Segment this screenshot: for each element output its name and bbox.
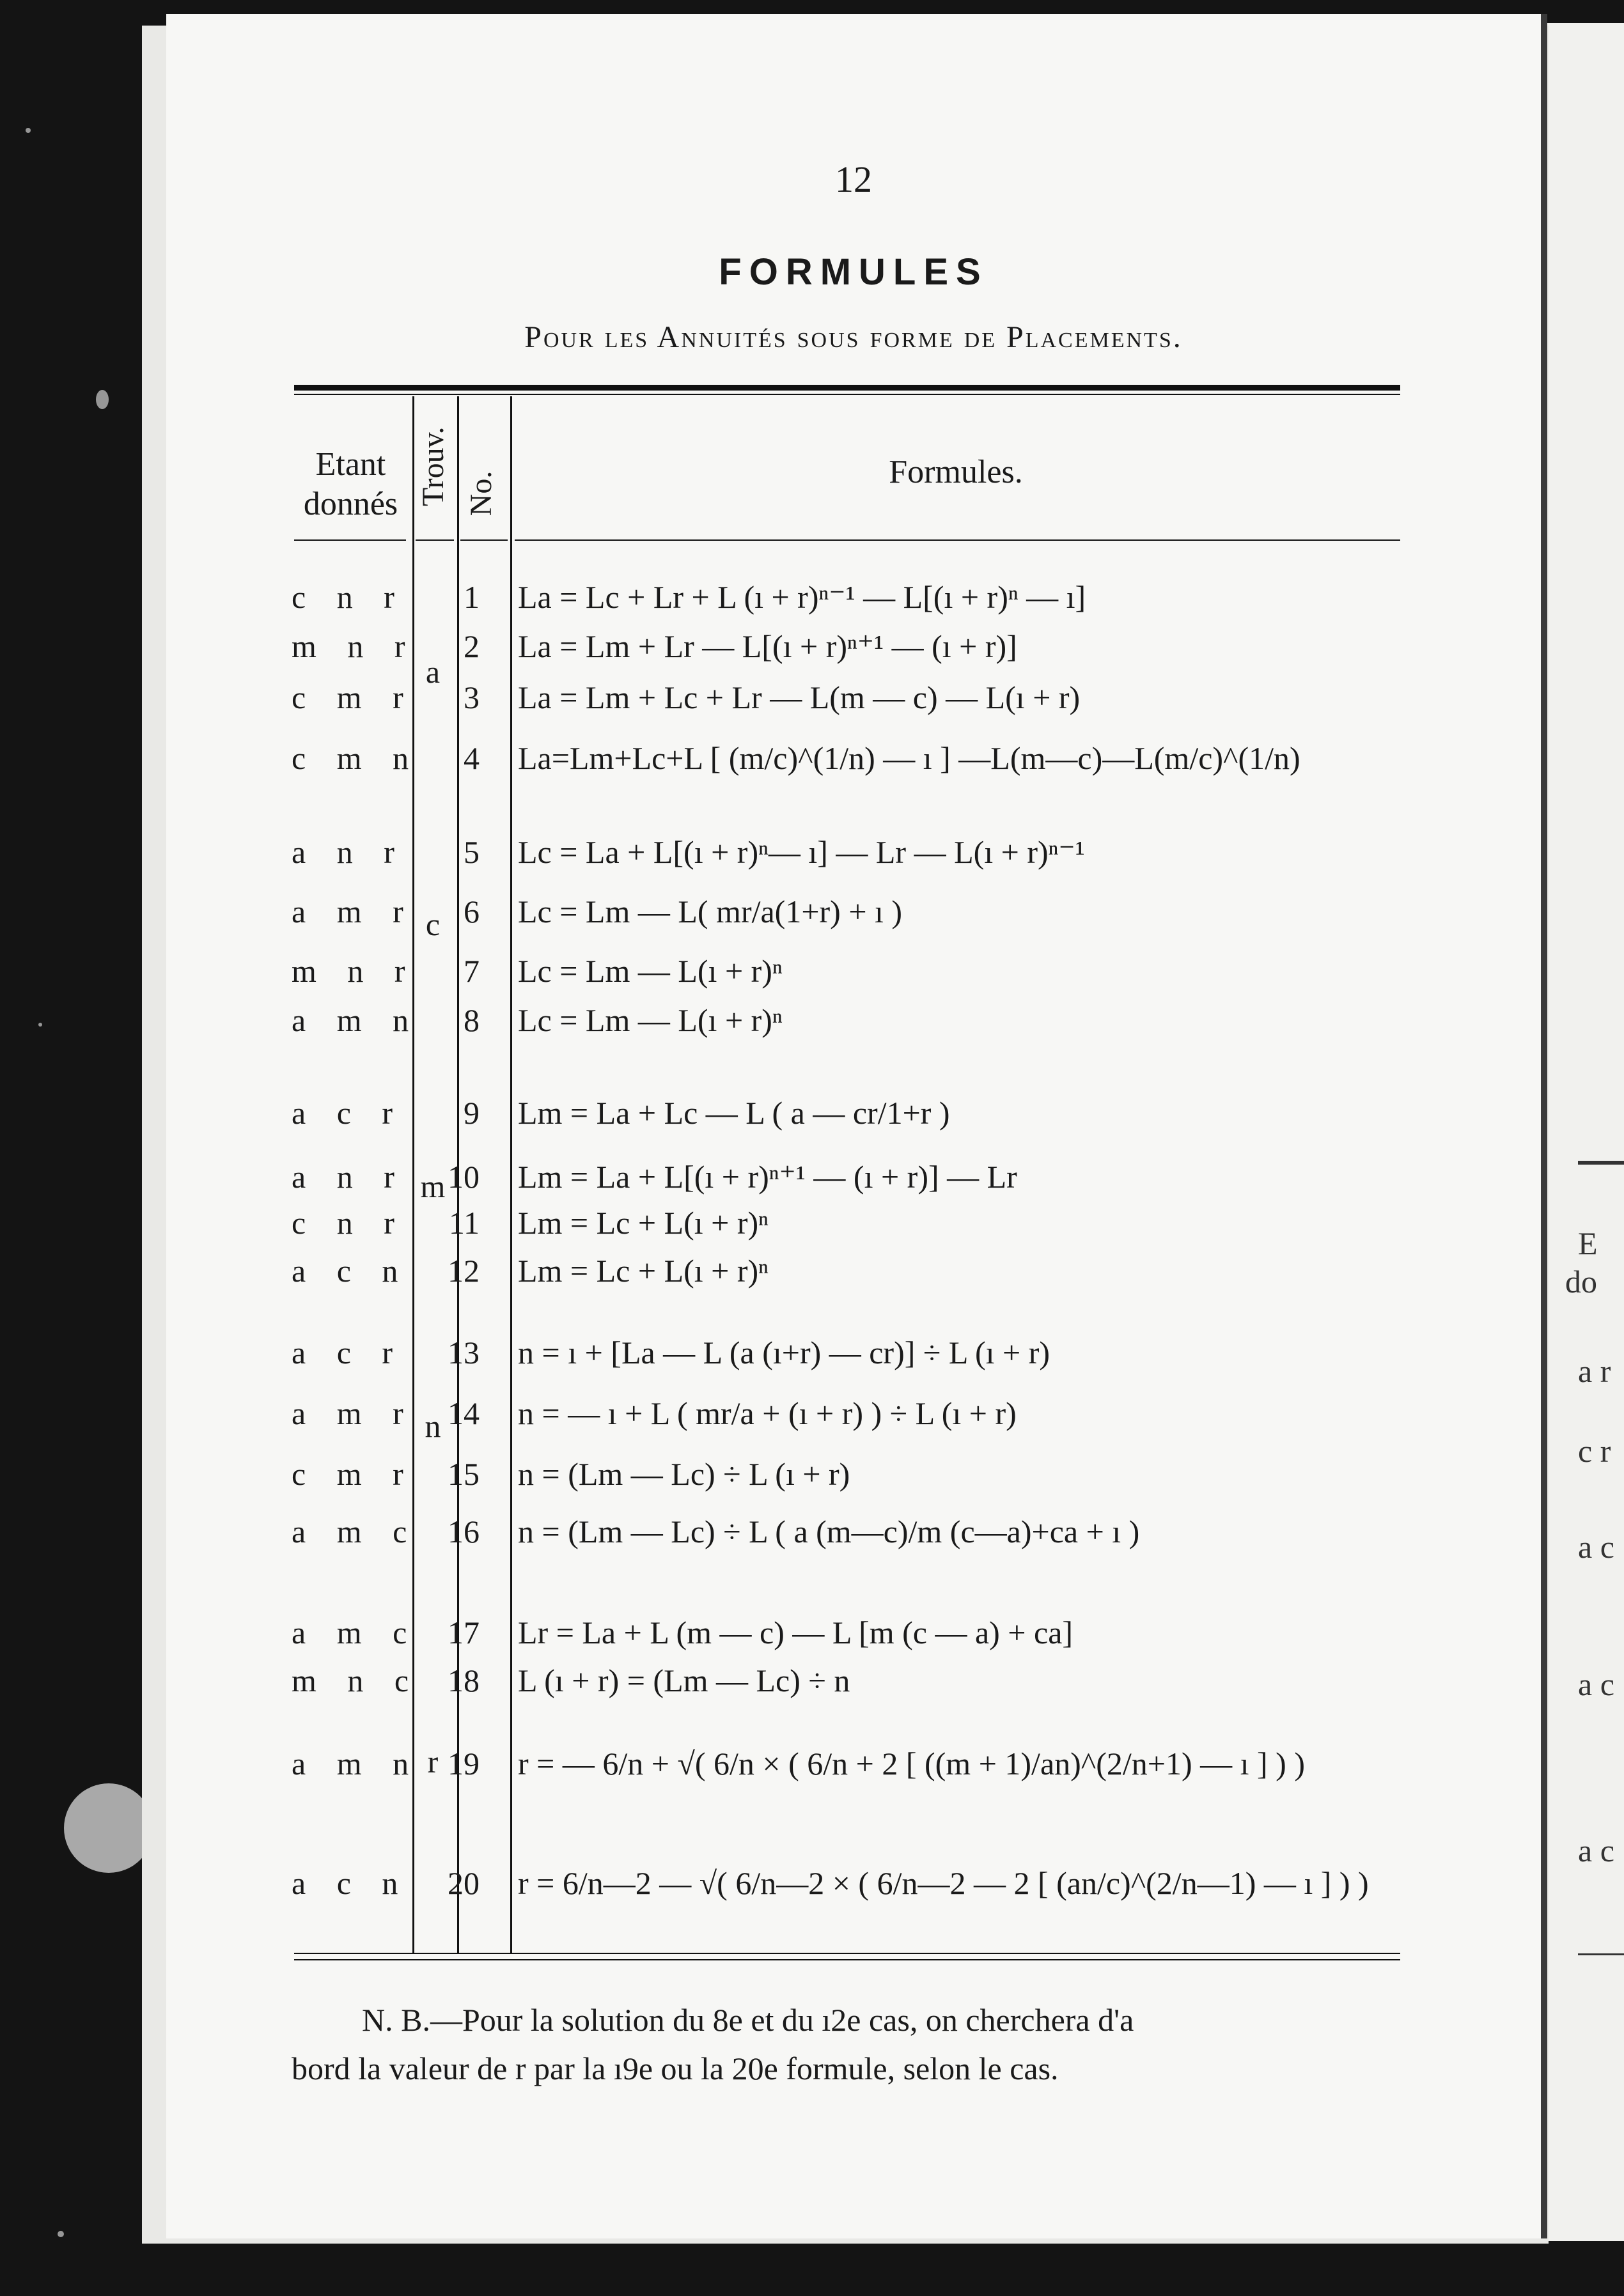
header-underline <box>460 539 508 541</box>
found-label: n <box>425 1408 441 1444</box>
given-variables: a c r <box>292 1095 405 1131</box>
footnote-line: bord la valeur de r par la ı9e ou la 20e formule, selon le cas. <box>292 2051 1059 2086</box>
found-label: a <box>425 654 441 690</box>
page-number: 12 <box>835 159 872 200</box>
next-page-fragment: a c <box>1578 1529 1614 1565</box>
formula-number: 10 <box>448 1159 480 1195</box>
given-variables: c m r <box>292 679 415 715</box>
formula-number: 14 <box>448 1395 480 1431</box>
formula: Lm = La + L[(ı + r)ⁿ⁺¹ — (ı + r)] — Lr <box>518 1159 1017 1195</box>
formula: La = Lm + Lc + Lr — L(m — c) — L(ı + r) <box>518 679 1081 715</box>
found-label: m <box>420 1168 446 1204</box>
footnote <box>292 1996 1442 2093</box>
book-page <box>166 14 1547 2238</box>
given-variables: c m r <box>292 1456 415 1492</box>
formula: Lc = La + L[(ı + r)ⁿ— ı] — Lr — L(ı + r)ⁿ⁻¹ <box>518 834 1085 870</box>
scan-speck <box>38 1023 42 1027</box>
formula: La = Lc + Lr + L (ı + r)ⁿ⁻¹ — L[(ı + r)ⁿ — ı] <box>518 579 1086 615</box>
formula-number: 5 <box>464 834 480 870</box>
formula-number: 11 <box>448 1205 480 1241</box>
next-page-fragment: a c <box>1578 1666 1614 1702</box>
page-subtitle: Pour les Annuités sous forme de Placements. <box>524 320 1183 354</box>
header-formula: Formules. <box>889 454 1023 490</box>
next-page-fragment: a c <box>1578 1833 1614 1868</box>
next-page-fragment: c r <box>1578 1433 1611 1469</box>
given-variables: a m n <box>292 1002 421 1038</box>
formula: n = — ı + L ( mr/a + (ı + r) ) ÷ L (ı + r) <box>518 1395 1017 1431</box>
given-variables: a m r <box>292 1395 415 1431</box>
formula: Lc = Lm — L( mr/a(1+r) + ı ) <box>518 894 903 929</box>
given-variables: a n r <box>292 1159 406 1195</box>
formula: r = 6/n—2 — √( 6/n—2 × ( 6/n—2 — 2 [ (an/c)^(2/n—1) — ı ] ) ) <box>518 1865 1369 1901</box>
scan-speck <box>26 128 31 133</box>
formula: L (ı + r) = (Lm — Lc) ÷ n <box>518 1663 850 1698</box>
formula: Lm = Lc + L(ı + r)ⁿ <box>518 1253 769 1289</box>
formula-number: 19 <box>448 1746 480 1781</box>
header-underline <box>515 539 1400 541</box>
given-variables: c n r <box>292 1205 406 1241</box>
formula-number: 4 <box>464 740 480 776</box>
formula: n = (Lm — Lc) ÷ L (ı + r) <box>518 1456 850 1492</box>
next-page-fragment: a r <box>1578 1353 1611 1389</box>
given-variables: a m c <box>292 1514 419 1549</box>
given-variables: a m r <box>292 894 415 929</box>
table-top-rule-thin <box>294 394 1400 395</box>
formula: Lc = Lm — L(ı + r)ⁿ <box>518 1002 783 1038</box>
formula: n = (Lm — Lc) ÷ L ( a (m—c)/m (c—a)+ca + ı ) <box>518 1514 1140 1549</box>
next-page-fragment: do <box>1565 1264 1597 1299</box>
formula-number: 3 <box>464 679 480 715</box>
given-variables: a n r <box>292 834 406 870</box>
formula-number: 15 <box>448 1456 480 1492</box>
given-variables: a c n <box>292 1253 410 1289</box>
next-page-rule <box>1578 1953 1624 1955</box>
given-variables: a m n <box>292 1746 421 1781</box>
column-rule <box>510 396 512 1953</box>
table-top-rule <box>294 385 1400 391</box>
formula-number: 18 <box>448 1663 480 1698</box>
formula: r = — 6/n + √( 6/n × ( 6/n + 2 [ ((m + 1)/an)^(2/n+1) — ı ] ) ) <box>518 1746 1305 1781</box>
formula: Lm = Lc + L(ı + r)ⁿ <box>518 1205 769 1241</box>
table-bottom-rule <box>294 1959 1400 1960</box>
found-label: c <box>425 906 441 942</box>
header-underline <box>294 539 406 541</box>
formula: Lm = La + Lc — L ( a — cr/1+r ) <box>518 1095 950 1131</box>
header-underline <box>416 539 454 541</box>
header-found: Trouv. <box>416 426 450 506</box>
found-label: r <box>427 1744 439 1780</box>
given-variables: c n r <box>292 579 406 615</box>
formula-number: 2 <box>464 628 480 664</box>
scan-speck <box>96 390 109 409</box>
page-title: FORMULES <box>719 251 988 293</box>
footnote-line: N. B.—Pour la solution du 8e et du ı2e cas, on cherchera d'a <box>362 2002 1134 2038</box>
formula-number: 6 <box>464 894 480 929</box>
formula: n = ı + [La — L (a (ı+r) — cr)] ÷ L (ı + r) <box>518 1335 1050 1370</box>
formula-number: 8 <box>464 1002 480 1038</box>
formula-number: 12 <box>448 1253 480 1289</box>
formula-number: 9 <box>464 1095 480 1131</box>
formula-number: 7 <box>464 953 480 989</box>
table-bottom-rule <box>294 1953 1400 1954</box>
formula-number: 17 <box>448 1615 480 1650</box>
next-page-rule <box>1578 1161 1624 1165</box>
formula: La=Lm+Lc+L [ (m/c)^(1/n) — ı ] —L(m—c)—L(m/c)^(1/n) <box>518 740 1300 776</box>
scan-speck <box>64 1783 153 1873</box>
given-variables: m n r <box>292 953 417 989</box>
given-variables: a m c <box>292 1615 419 1650</box>
formula-number: 20 <box>448 1865 480 1901</box>
formula: La = Lm + Lr — L[(ı + r)ⁿ⁺¹ — (ı + r)] <box>518 628 1017 664</box>
formula: Lr = La + L (m — c) — L [m (c — a) + ca] <box>518 1615 1074 1650</box>
header-number: No. <box>464 470 498 516</box>
formula: Lc = Lm — L(ı + r)ⁿ <box>518 953 783 989</box>
formula-number: 1 <box>464 579 480 615</box>
formula-number: 16 <box>448 1514 480 1549</box>
scan-speck <box>58 2231 64 2237</box>
given-variables: c m n <box>292 740 421 776</box>
formula-number: 13 <box>448 1335 480 1370</box>
given-variables: m n r <box>292 628 417 664</box>
given-variables: a c r <box>292 1335 405 1370</box>
given-variables: a c n <box>292 1865 410 1901</box>
given-variables: m n c <box>292 1663 421 1698</box>
header-given: Etant donnés <box>303 446 398 522</box>
next-page-fragment: E <box>1578 1225 1598 1261</box>
